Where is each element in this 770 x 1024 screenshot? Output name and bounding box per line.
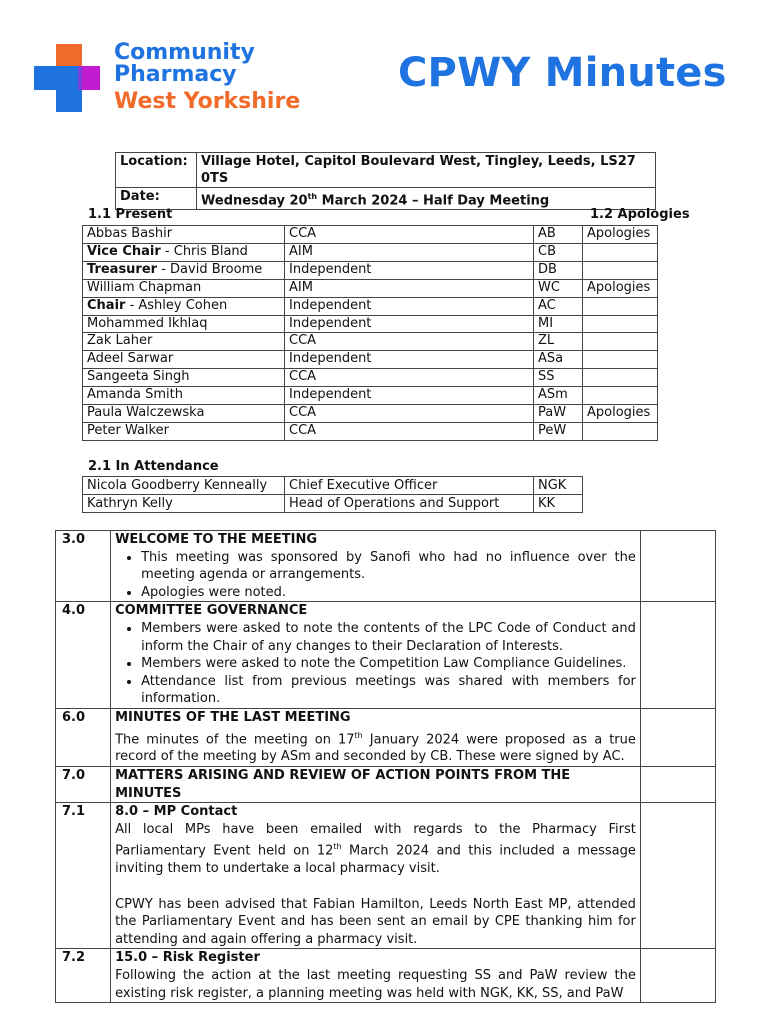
item-heading: 15.0 – Risk Register (115, 950, 260, 966)
member-role: Treasurer (87, 261, 158, 277)
attendance-heading: 2.1 In Attendance (88, 459, 219, 474)
minutes-table (55, 530, 716, 1003)
minutes-row-7-2 (56, 949, 716, 1003)
date-suffix: March 2024 – Half Day Meeting (317, 193, 550, 209)
member-initials: MI (534, 315, 583, 333)
paragraph-gap (115, 878, 636, 896)
member-name: Peter Walker (87, 422, 169, 438)
member-apologies: Apologies (583, 226, 658, 244)
location-value: Village Hotel, Capitol Boulevard West, Tingley, Leeds, LS27 0TS (197, 153, 656, 188)
attendee-name: Nicola Goodberry Kenneally (83, 477, 285, 495)
attendee-title: Chief Executive Officer (285, 477, 534, 495)
attendance-row (83, 477, 583, 495)
member-initials: SS (534, 369, 583, 387)
minutes-row-4-0 (56, 602, 716, 709)
member-name: Abbas Bashir (87, 226, 173, 241)
member-name: Sangeeta Singh (87, 369, 190, 385)
item-body (111, 949, 641, 1003)
item-body (111, 803, 641, 949)
logo-line-3: West Yorkshire (114, 89, 301, 114)
member-org: Independent (285, 297, 534, 315)
attendee-name: Kathryn Kelly (83, 495, 285, 513)
action-cell (640, 531, 715, 602)
member-apologies (583, 315, 658, 333)
member-name-cell (83, 351, 285, 369)
member-org: CCA (285, 405, 534, 423)
date-value (197, 188, 656, 210)
date-sup: th (307, 192, 318, 201)
date-prefix: Wednesday 20 (201, 193, 308, 209)
present-row (83, 351, 658, 369)
logo (34, 40, 324, 116)
member-org: Independent (285, 387, 534, 405)
member-org: Independent (285, 315, 534, 333)
member-name-cell (83, 243, 285, 261)
meeting-info-table (115, 152, 656, 210)
member-apologies: Apologies (583, 405, 658, 423)
present-row (83, 333, 658, 351)
logo-line-1: Community (114, 40, 255, 65)
action-cell (640, 949, 715, 1003)
item-heading: COMMITTEE GOVERNANCE (115, 603, 308, 619)
item-body (111, 531, 641, 602)
paragraph-text: March 2024 and this included a message inviting them to undertake a local pharmacy visit. (115, 843, 636, 877)
member-initials: AB (534, 226, 583, 244)
member-apologies: Apologies (583, 279, 658, 297)
member-name: - Chris Bland (160, 243, 248, 259)
member-initials: AC (534, 297, 583, 315)
bullet-list (115, 620, 636, 708)
present-row (83, 387, 658, 405)
sup-text: th (354, 730, 363, 740)
attendee-initials: NGK (534, 477, 583, 495)
item-paragraph (115, 727, 636, 767)
member-org: AIM (285, 243, 534, 261)
member-name-cell (83, 279, 285, 297)
member-apologies (583, 351, 658, 369)
item-paragraph: CPWY has been advised that Fabian Hamilton, Leeds North East MP, attended the Parliamentary Event and has been sent an email by CPE thanking him for attending and again offering a pharmacy visit. (115, 896, 636, 947)
pharmacy-cross-icon (34, 44, 106, 112)
document-title: CPWY Minutes (398, 50, 727, 96)
member-name: Adeel Sarwar (87, 351, 174, 367)
member-initials: ZL (534, 333, 583, 351)
attendance-row (83, 495, 583, 513)
item-body (111, 602, 641, 709)
member-org: CCA (285, 333, 534, 351)
member-initials: DB (534, 261, 583, 279)
member-name-cell (83, 405, 285, 423)
member-initials: CB (534, 243, 583, 261)
member-name-cell (83, 422, 285, 440)
location-label: Location: (116, 153, 197, 188)
bullet-item: • This meeting was sponsored by Sanofi who had no influence over the meeting agenda or arrangements. (141, 549, 636, 584)
attendance-table (82, 476, 583, 513)
member-apologies (583, 369, 658, 387)
minutes-row-3-0 (56, 531, 716, 602)
member-apologies (583, 333, 658, 351)
item-heading: WELCOME TO THE MEETING (115, 532, 318, 547)
attendee-title: Head of Operations and Support (285, 495, 534, 513)
present-row (83, 422, 658, 440)
member-org: Independent (285, 261, 534, 279)
item-number: 6.0 (56, 708, 111, 766)
location-row (116, 153, 656, 188)
bullet-item: • Members were asked to note the Competition Law Compliance Guidelines. (141, 655, 636, 673)
member-name: - David Broome (157, 261, 263, 277)
item-paragraph (115, 821, 636, 878)
bullet-item: • Apologies were noted. (141, 584, 636, 602)
present-row (83, 369, 658, 387)
member-org: CCA (285, 422, 534, 440)
item-heading: 8.0 – MP Contact (115, 804, 238, 820)
present-row (83, 226, 658, 244)
member-name: William Chapman (87, 279, 202, 295)
sup-text: th (333, 842, 342, 852)
member-name: Amanda Smith (87, 387, 183, 403)
member-name-cell (83, 297, 285, 315)
item-heading: MINUTES OF THE LAST MEETING (115, 709, 351, 725)
member-name-cell (83, 226, 285, 244)
member-name: Paula Walczewska (87, 405, 205, 421)
bullet-item: • Attendance list from previous meetings was shared with members for information. (141, 673, 636, 708)
present-row (83, 405, 658, 423)
action-cell (640, 803, 715, 949)
member-apologies (583, 387, 658, 405)
member-org: CCA (285, 369, 534, 387)
item-body (111, 767, 641, 803)
member-initials: ASm (534, 387, 583, 405)
paragraph-text: All local MPs have been emailed with regards to the Pharmacy First Parliamentary Event held on 12 (115, 821, 636, 859)
minutes-row-7-1 (56, 803, 716, 949)
present-row (83, 261, 658, 279)
minutes-row-7-0 (56, 767, 716, 803)
member-name: - Ashley Cohen (125, 297, 228, 313)
member-initials: WC (534, 279, 583, 297)
member-initials: PeW (534, 422, 583, 440)
action-cell (640, 602, 715, 709)
member-name-cell (83, 333, 285, 351)
present-heading: 1.1 Present (88, 207, 173, 222)
member-role: Chair (87, 297, 126, 313)
member-apologies (583, 261, 658, 279)
present-row (83, 315, 658, 333)
member-initials: PaW (534, 405, 583, 423)
member-apologies (583, 243, 658, 261)
member-org: Independent (285, 351, 534, 369)
member-name-cell (83, 369, 285, 387)
item-paragraph: Following the action at the last meeting requesting SS and PaW review the existing risk register, a planning meeting was held with NGK, KK, SS, and PaW (115, 967, 636, 1001)
present-row (83, 243, 658, 261)
item-body (111, 708, 641, 766)
item-number: 7.0 (56, 767, 111, 803)
member-apologies (583, 422, 658, 440)
item-heading: MATTERS ARISING AND REVIEW OF ACTION POINTS FROM THE MINUTES (115, 768, 571, 801)
date-label: Date: (116, 188, 197, 210)
present-row (83, 279, 658, 297)
bullet-list (115, 549, 636, 602)
member-name: Zak Laher (87, 333, 153, 349)
item-number: 4.0 (56, 602, 111, 709)
member-org: CCA (285, 226, 534, 244)
member-org: AIM (285, 279, 534, 297)
member-apologies (583, 297, 658, 315)
minutes-row-6-0 (56, 708, 716, 766)
bullet-item: • Members were asked to note the contents of the LPC Code of Conduct and inform the Chair of any changes to their Declaration of Interests. (141, 620, 636, 655)
member-name: Mohammed Ikhlaq (87, 315, 208, 331)
date-row (116, 188, 656, 210)
logo-line-2: Pharmacy (114, 62, 237, 87)
apologies-heading: 1.2 Apologies (590, 207, 690, 222)
present-row (83, 297, 658, 315)
member-name-cell (83, 387, 285, 405)
member-initials: ASa (534, 351, 583, 369)
logo-wordmark (114, 42, 300, 113)
member-name-cell (83, 315, 285, 333)
paragraph-text: The minutes of the meeting on 17 (115, 731, 355, 747)
item-number: 7.2 (56, 949, 111, 1003)
item-number: 7.1 (56, 803, 111, 949)
paragraph-text: January 2024 were proposed as a true record of the meeting by ASm and seconded by CB. These were signed by AC. (115, 731, 636, 765)
member-name-cell (83, 261, 285, 279)
item-number: 3.0 (56, 531, 111, 602)
member-role: Vice Chair (87, 243, 161, 259)
action-cell (640, 767, 715, 803)
attendee-initials: KK (534, 495, 583, 513)
action-cell (640, 708, 715, 766)
present-table (82, 225, 658, 441)
